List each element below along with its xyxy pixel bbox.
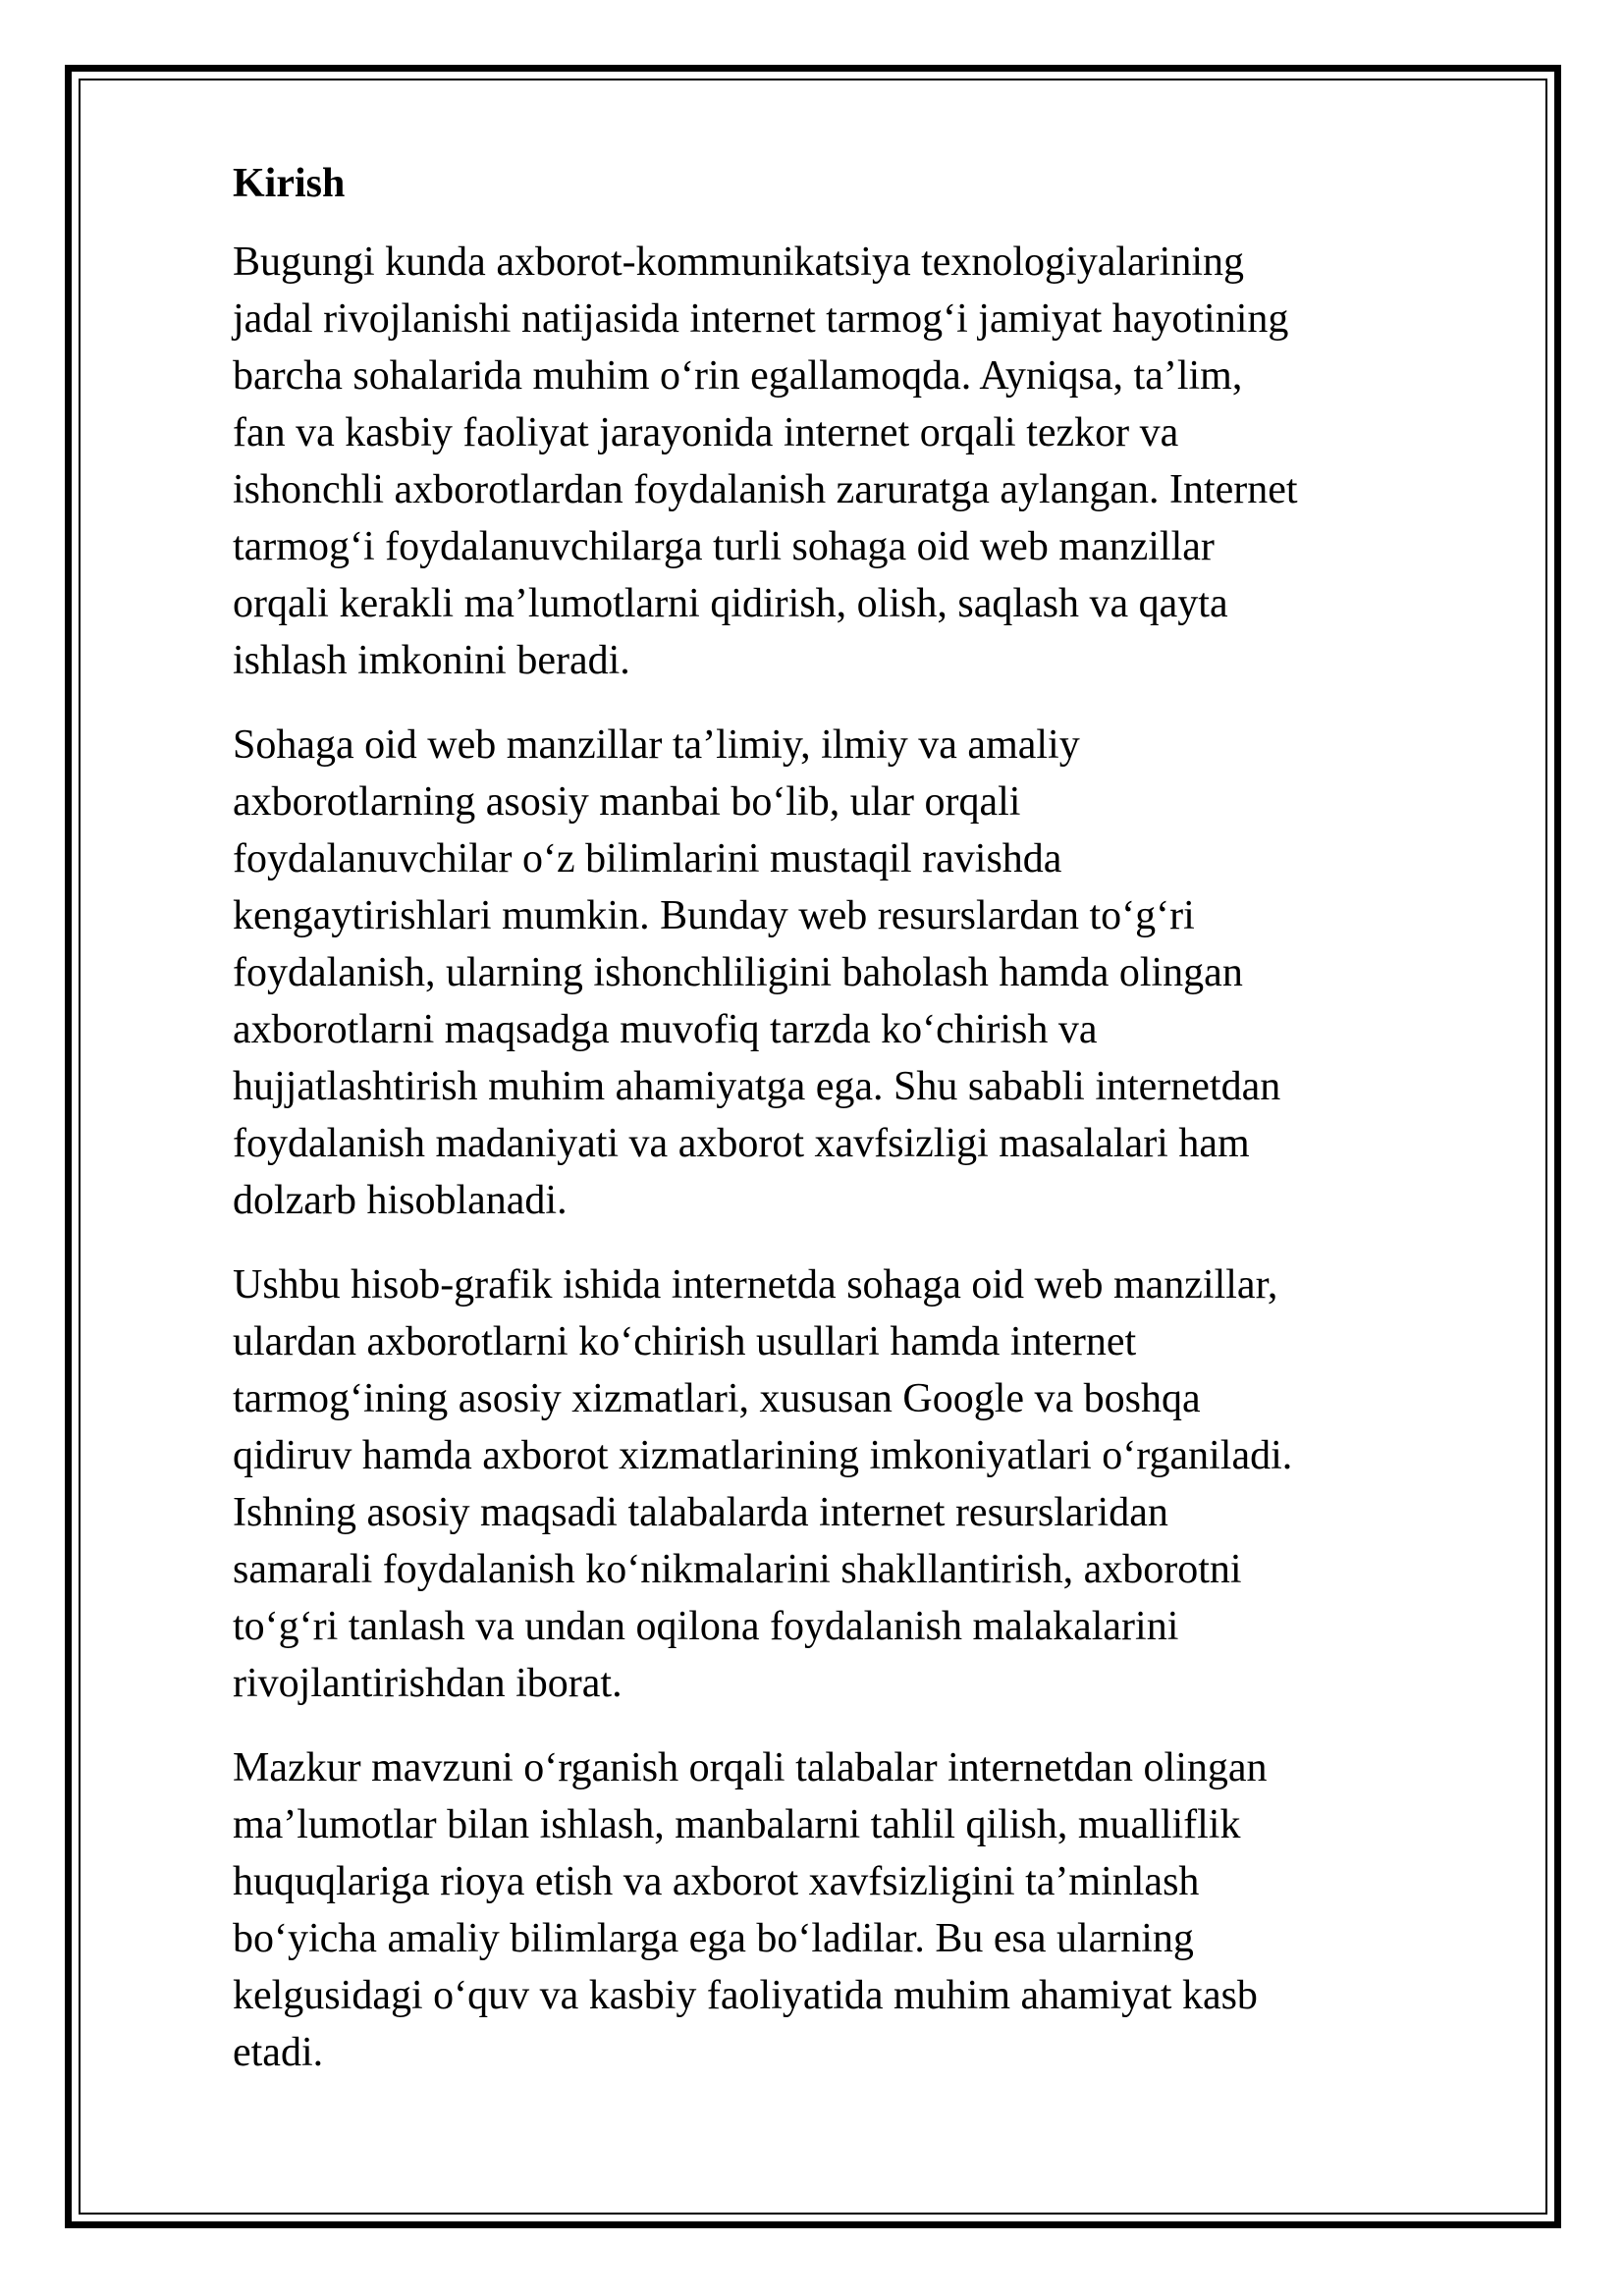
paragraph-line: axborotlarni maqsadga muvofiq tarzda ko‘chirish va: [233, 1007, 1098, 1052]
paragraph-line: foydalanuvchilar o‘z bilimlarini mustaqil ravishda: [233, 836, 1062, 881]
paragraph-line: axborotlarning asosiy manbai bo‘lib, ular orqali: [233, 779, 1021, 825]
paragraph-line: foydalanish, ularning ishonchliligini baholash hamda olingan: [233, 950, 1243, 995]
paragraph-line: foydalanish madaniyati va axborot xavfsizligi masalalari ham: [233, 1121, 1250, 1166]
paragraph-line: tarmog‘ining asosiy xizmatlari, xususan Google va boshqa: [233, 1376, 1201, 1421]
paragraph-line: fan va kasbiy faoliyat jarayonida internet orqali tezkor va: [233, 410, 1179, 455]
paragraph-3: [233, 1256, 1509, 1712]
section-heading: Kirish: [233, 161, 346, 206]
paragraph-1: [233, 234, 1509, 689]
paragraph-line: kelgusidagi o‘quv va kasbiy faoliyatida muhim ahamiyat kasb: [233, 1973, 1258, 2018]
paragraph-line: ishonchli axborotlardan foydalanish zaruratga aylangan. Internet: [233, 467, 1298, 512]
paragraph-line: ishlash imkonini beradi.: [233, 638, 630, 683]
paragraph-4: [233, 1739, 1509, 2081]
paragraph-line: qidiruv hamda axborot xizmatlarining imkoniyatlari o‘rganiladi.: [233, 1433, 1293, 1478]
paragraph-line: Ushbu hisob-grafik ishida internetda sohaga oid web manzillar,: [233, 1262, 1278, 1308]
paragraph-line: Sohaga oid web manzillar ta’limiy, ilmiy va amaliy: [233, 722, 1080, 768]
paragraph-2: [233, 717, 1509, 1229]
paragraph-line: ma’lumotlar bilan ishlash, manbalarni tahlil qilish, mualliflik: [233, 1802, 1241, 1847]
paragraph-line: rivojlantirishdan iborat.: [233, 1661, 623, 1706]
paragraph-line: orqali kerakli ma’lumotlarni qidirish, olish, saqlash va qayta: [233, 581, 1228, 626]
paragraph-line: kengaytirishlari mumkin. Bunday web resurslardan to‘g‘ri: [233, 893, 1195, 938]
document-body: [233, 155, 1509, 2109]
paragraph-line: hujjatlashtirish muhim ahamiyatga ega. Shu sababli internetdan: [233, 1064, 1281, 1109]
paragraph-line: barcha sohalarida muhim o‘rin egallamoqda. Ayniqsa, ta’lim,: [233, 353, 1243, 399]
paragraph-line: huquqlariga rioya etish va axborot xavfsizligini ta’minlash: [233, 1859, 1200, 1904]
paragraph-line: Ishning asosiy maqsadi talabalarda internet resurslaridan: [233, 1490, 1168, 1535]
paragraph-line: ulardan axborotlarni ko‘chirish usullari hamda internet: [233, 1319, 1137, 1364]
paragraph-line: Bugungi kunda axborot-kommunikatsiya texnologiyalarining: [233, 240, 1245, 285]
paragraph-line: dolzarb hisoblanadi.: [233, 1178, 568, 1223]
paragraph-line: jadal rivojlanishi natijasida internet tarmog‘i jamiyat hayotining: [233, 296, 1289, 342]
paragraph-line: tarmog‘i foydalanuvchilarga turli sohaga oid web manzillar: [233, 524, 1215, 569]
paragraph-line: etadi.: [233, 2030, 324, 2075]
paragraph-line: bo‘yicha amaliy bilimlarga ega bo‘ladilar. Bu esa ularning: [233, 1916, 1194, 1961]
paragraph-line: samarali foydalanish ko‘nikmalarini shakllantirish, axborotni: [233, 1547, 1242, 1592]
paragraph-line: to‘g‘ri tanlash va undan oqilona foydalanish malakalarini: [233, 1604, 1179, 1649]
paragraph-line: Mazkur mavzuni o‘rganish orqali talabalar internetdan olingan: [233, 1745, 1268, 1790]
